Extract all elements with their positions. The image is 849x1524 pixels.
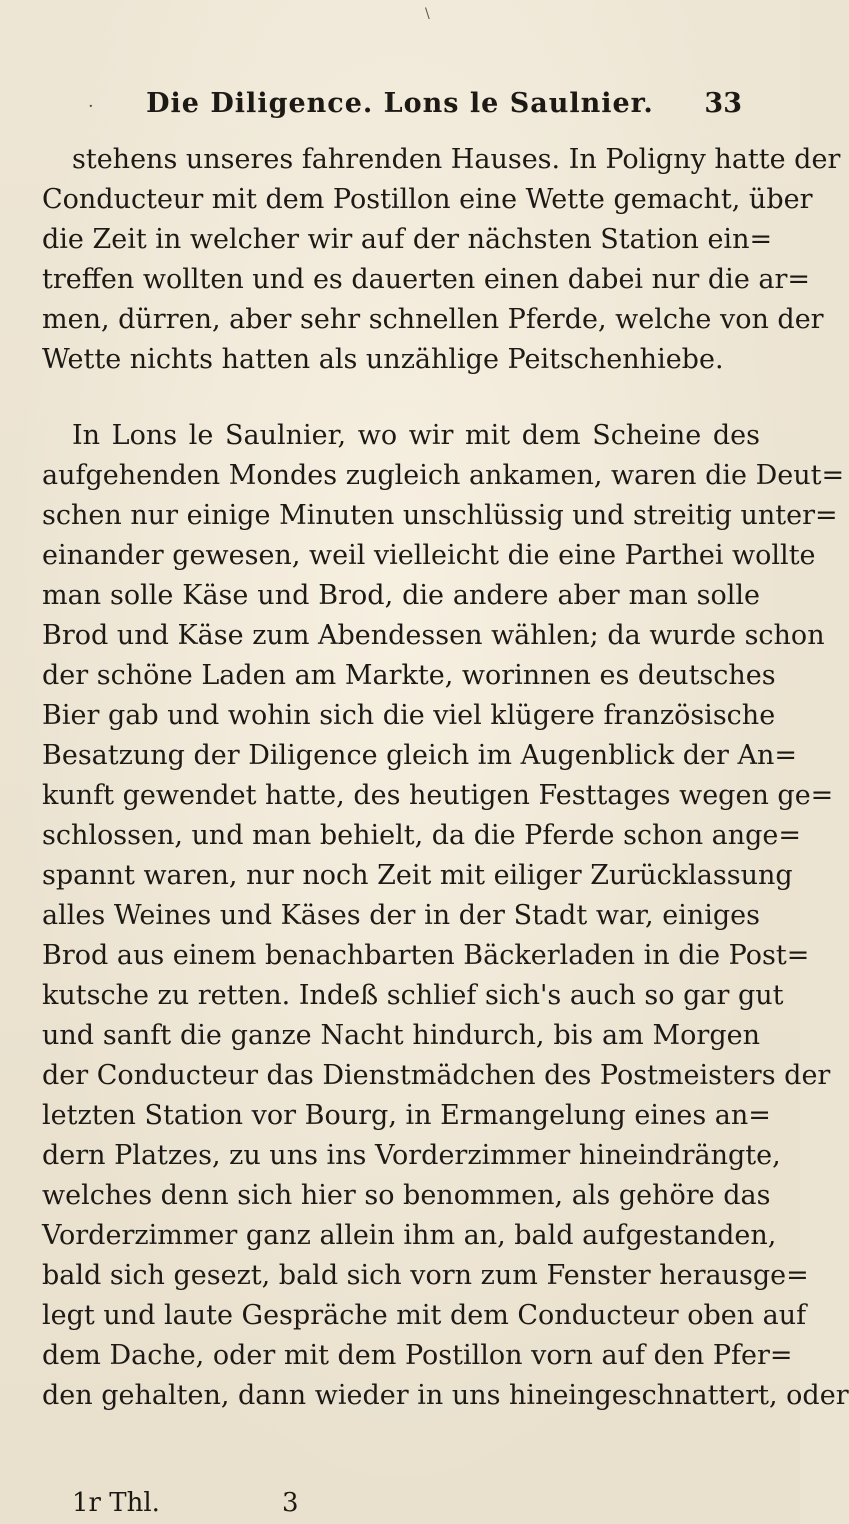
text-line: spannt waren, nur noch Zeit mit eiliger Zurücklassung <box>42 860 793 891</box>
text-line: kunft gewendet hatte, des heutigen Festtages wegen ge= <box>42 780 834 811</box>
text-line: welches denn sich hier so benommen, als gehöre das <box>42 1180 771 1211</box>
text-line: der Conducteur das Dienstmädchen des Postmeisters der <box>42 1060 831 1091</box>
text-line: letzten Station vor Bourg, in Ermangelung eines an= <box>42 1100 771 1131</box>
text-line: aufgehenden Mondes zugleich ankamen, waren die Deut= <box>42 460 845 491</box>
text-line: man solle Käse und Brod, die andere aber man solle <box>42 580 760 611</box>
text-line: alles Weines und Käses der in der Stadt war, einiges <box>42 900 760 931</box>
signature-mark: 3 <box>282 1488 299 1518</box>
running-header <box>0 88 800 128</box>
text-line: die Zeit in welcher wir auf der nächsten Station ein= <box>42 224 773 255</box>
text-line: Brod und Käse zum Abendessen wählen; da wurde schon <box>42 620 825 651</box>
text-line: und sanft die ganze Nacht hindurch, bis am Morgen <box>42 1020 760 1051</box>
page-number: 33 <box>704 88 742 119</box>
page-footer <box>42 1488 760 1520</box>
text-line: kutsche zu retten. Indeß schlief sich's auch so gar gut <box>42 980 784 1011</box>
text-line: bald sich gesezt, bald sich vorn zum Fenster herausge= <box>42 1260 809 1291</box>
text-line: einander gewesen, weil vielleicht die eine Parthei wollte <box>42 540 816 571</box>
text-line: Wette nichts hatten als unzählige Peitschenhiebe. <box>42 344 724 375</box>
text-line: treffen wollten und es dauerten einen dabei nur die ar= <box>42 264 811 295</box>
text-line: stehens unseres fahrenden Hauses. In Poligny hatte der <box>72 144 841 175</box>
text-line: Vorderzimmer ganz allein ihm an, bald aufgestanden, <box>42 1220 777 1251</box>
text-line: Conducteur mit dem Postillon eine Wette gemacht, über <box>42 184 813 215</box>
text-line: schlossen, und man behielt, da die Pferde schon ange= <box>42 820 802 851</box>
text-line: Bier gab und wohin sich die viel klügere französische <box>42 700 776 731</box>
text-line: men, dürren, aber sehr schnellen Pferde, welche von der <box>42 304 824 335</box>
print-speck: \ <box>425 6 430 22</box>
running-title: Die Diligence. Lons le Saulnier. <box>146 88 654 119</box>
text-line: Besatzung der Diligence gleich im Augenblick der An= <box>42 740 797 771</box>
text-line: Brod aus einem benachbarten Bäckerladen in die Post= <box>42 940 810 971</box>
text-line: legt und laute Gespräche mit dem Conducteur oben auf <box>42 1300 807 1331</box>
paragraph <box>42 416 849 1416</box>
text-line: dern Platzes, zu uns ins Vorderzimmer hineindrängte, <box>42 1140 781 1171</box>
paragraph <box>42 140 841 380</box>
text-line: In Lons le Saulnier, wo wir mit dem Scheine des <box>72 420 760 451</box>
text-line: schen nur einige Minuten unschlüssig und streitig unter= <box>42 500 838 531</box>
print-dot: · <box>88 96 94 117</box>
text-line: der schöne Laden am Markte, worinnen es deutsches <box>42 660 776 691</box>
text-line: den gehalten, dann wieder in uns hineingeschnattert, oder <box>42 1380 849 1411</box>
text-line: dem Dache, oder mit dem Postillon vorn auf den Pfer= <box>42 1340 793 1371</box>
printer-signature: 1r Thl. <box>72 1488 160 1518</box>
body-text <box>42 140 849 1416</box>
